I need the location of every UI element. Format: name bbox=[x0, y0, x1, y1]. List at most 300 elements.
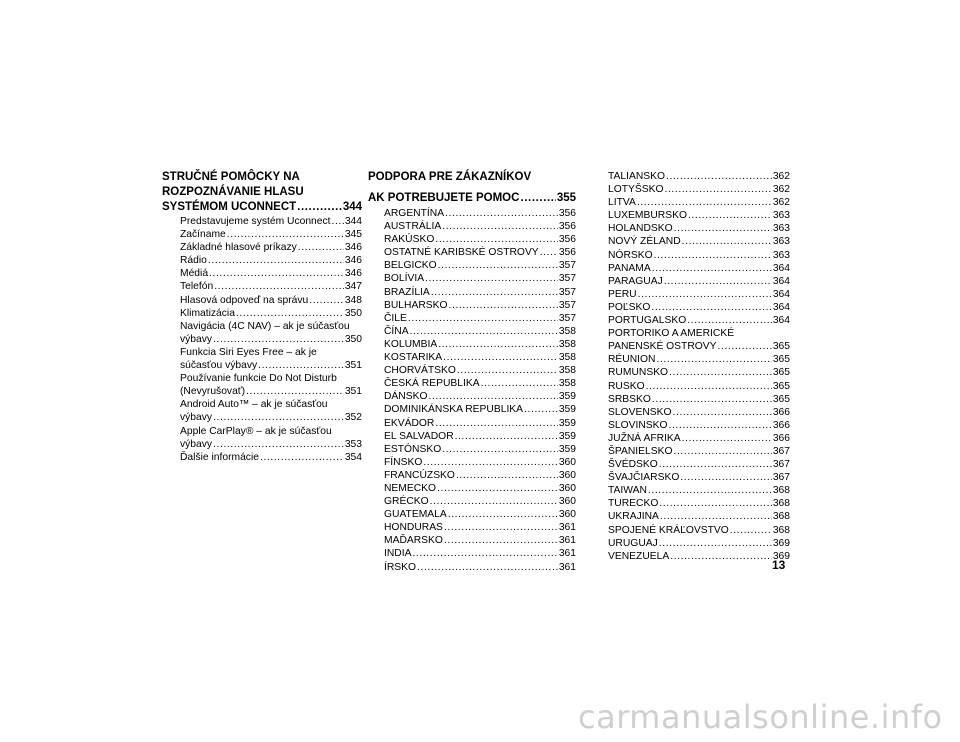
toc-entry[interactable] bbox=[162, 385, 362, 398]
toc-entry[interactable] bbox=[368, 207, 576, 220]
leader-dots bbox=[659, 497, 771, 510]
leader-dots bbox=[637, 196, 772, 209]
toc-entry-title: OSTATNÉ KARIBSKÉ OSTROVY bbox=[384, 247, 539, 259]
leader-dots bbox=[236, 307, 344, 320]
toc-entry-page: 356 bbox=[558, 221, 576, 233]
leader-dots bbox=[687, 314, 772, 327]
toc-entry[interactable] bbox=[608, 497, 790, 510]
leader-dots bbox=[540, 246, 558, 259]
toc-entry-title: PANAMA bbox=[608, 262, 651, 274]
toc-entry-title: ŠVAJČIARSKO bbox=[608, 472, 680, 484]
leader-dots bbox=[648, 484, 772, 497]
toc-entry-title: INDIA bbox=[384, 548, 412, 560]
toc-entry-page: 358 bbox=[558, 365, 576, 377]
toc-entry[interactable] bbox=[608, 209, 790, 222]
leader-dots bbox=[455, 430, 558, 443]
toc-entry-list bbox=[162, 215, 362, 464]
toc-entry[interactable] bbox=[368, 312, 576, 325]
toc-entry-title: Médiá bbox=[180, 268, 209, 280]
toc-entry-title: ŠVÉDSKO bbox=[608, 459, 658, 471]
toc-entry-title: CHORVÁTSKO bbox=[384, 365, 456, 377]
toc-entry-title: BELGICKO bbox=[384, 260, 437, 272]
page-number: 13 bbox=[772, 558, 786, 572]
leader-dots bbox=[246, 385, 344, 398]
toc-entry[interactable] bbox=[608, 340, 790, 353]
toc-entry-page: 350 bbox=[344, 333, 362, 345]
toc-entry[interactable] bbox=[608, 301, 790, 314]
toc-entry-page: 364 bbox=[772, 315, 790, 327]
toc-entry-title: LITVA bbox=[608, 197, 636, 209]
toc-entry-title: NOVÝ ZÉLAND bbox=[608, 236, 681, 248]
leader-dots bbox=[638, 288, 772, 301]
toc-entry-title: Základné hlasové príkazy bbox=[180, 242, 297, 254]
toc-entry[interactable] bbox=[162, 411, 362, 424]
toc-entry-title: POĽSKO bbox=[608, 301, 651, 313]
leader-dots bbox=[449, 299, 558, 312]
leader-dots bbox=[298, 241, 344, 254]
toc-entry-page: 360 bbox=[558, 482, 576, 494]
toc-entry-page: 360 bbox=[558, 469, 576, 481]
toc-entry-title: HONDURAS bbox=[384, 522, 443, 534]
toc-entry-page: 364 bbox=[772, 301, 790, 313]
toc-entry[interactable] bbox=[608, 471, 790, 484]
leader-dots bbox=[688, 209, 772, 222]
toc-entry[interactable] bbox=[162, 438, 362, 451]
toc-entry[interactable] bbox=[368, 364, 576, 377]
toc-entry[interactable] bbox=[368, 220, 576, 233]
toc-entry[interactable] bbox=[608, 419, 790, 432]
toc-entry-page: 351 bbox=[344, 360, 362, 372]
leader-dots bbox=[213, 333, 344, 346]
toc-entry-page: 357 bbox=[558, 260, 576, 272]
leader-dots bbox=[431, 286, 558, 299]
toc-entry[interactable] bbox=[162, 267, 362, 280]
toc-entry-title: výbavy bbox=[180, 412, 213, 424]
toc-entry[interactable] bbox=[368, 403, 576, 416]
leader-dots bbox=[442, 220, 558, 233]
leader-dots bbox=[651, 301, 771, 314]
leader-dots bbox=[430, 495, 558, 508]
toc-entry[interactable] bbox=[162, 359, 362, 372]
section-heading-line: ROZPOZNÁVANIE HLASU bbox=[162, 186, 304, 198]
toc-entry[interactable] bbox=[608, 524, 790, 537]
toc-entry-title: RAKÚSKO bbox=[384, 234, 435, 246]
toc-entry-title: (Nevyrušovať) bbox=[180, 386, 246, 398]
toc-entry-page: 368 bbox=[772, 511, 790, 523]
toc-entry-title: súčasťou výbavy bbox=[180, 360, 258, 372]
toc-entry-title: URUGUAJ bbox=[608, 537, 658, 549]
toc-entry[interactable] bbox=[608, 510, 790, 523]
leader-dots bbox=[443, 351, 558, 364]
toc-entry-page: 362 bbox=[772, 171, 790, 182]
leader-dots bbox=[669, 419, 772, 432]
toc-entry-page: 344 bbox=[344, 216, 362, 227]
toc-entry-page: 369 bbox=[772, 550, 790, 562]
toc-entry-page: 361 bbox=[558, 548, 576, 560]
toc-entry-page: 364 bbox=[772, 275, 790, 287]
toc-entry-page: 366 bbox=[772, 406, 790, 418]
leader-dots bbox=[666, 170, 772, 183]
toc-entry[interactable] bbox=[162, 451, 362, 464]
toc-entry-title: BRAZÍLIA bbox=[384, 286, 430, 298]
toc-entry-page: 363 bbox=[772, 210, 790, 222]
toc-entry-page: 364 bbox=[772, 288, 790, 300]
leader-dots bbox=[425, 272, 558, 285]
toc-entry-title: ČESKÁ REPUBLIKA bbox=[384, 378, 480, 390]
toc-entry-title: FRANCÚZSKO bbox=[384, 469, 455, 481]
toc-entry[interactable] bbox=[368, 430, 576, 443]
toc-entry-title: ÍRSKO bbox=[384, 561, 417, 573]
leader-dots bbox=[227, 228, 344, 241]
toc-entry[interactable] bbox=[162, 307, 362, 320]
toc-entry-page: 368 bbox=[772, 485, 790, 497]
toc-entry[interactable] bbox=[368, 325, 576, 338]
toc-entry[interactable] bbox=[368, 469, 576, 482]
toc-entry[interactable] bbox=[608, 550, 790, 563]
toc-entry[interactable] bbox=[162, 241, 362, 254]
toc-entry[interactable] bbox=[162, 228, 362, 241]
toc-entry-line: Apple CarPlay® – ak je súčasťou bbox=[180, 425, 332, 437]
toc-entry[interactable] bbox=[368, 561, 576, 574]
toc-entry[interactable] bbox=[608, 380, 790, 393]
leader-dots bbox=[524, 403, 558, 416]
leader-dots bbox=[670, 550, 772, 563]
toc-entry[interactable] bbox=[608, 366, 790, 379]
toc-entry-page: 360 bbox=[558, 456, 576, 468]
leader-dots bbox=[412, 547, 557, 560]
leader-dots bbox=[410, 325, 558, 338]
leader-dots bbox=[258, 359, 344, 372]
toc-entry-title: NÓRSKO bbox=[608, 249, 653, 261]
toc-entry-title: HOLANDSKO bbox=[608, 223, 673, 235]
toc-entry-title: LUXEMBURSKO bbox=[608, 210, 687, 222]
toc-entry[interactable] bbox=[608, 484, 790, 497]
toc-entry[interactable] bbox=[368, 495, 576, 508]
leader-dots bbox=[213, 411, 344, 424]
leader-dots bbox=[417, 561, 558, 574]
section-page-number: 355 bbox=[556, 192, 576, 204]
toc-entry-page: 346 bbox=[344, 242, 362, 254]
toc-entry[interactable] bbox=[608, 249, 790, 262]
toc-entry[interactable] bbox=[368, 521, 576, 534]
toc-entry-line: Funkcia Siri Eyes Free – ak je bbox=[180, 346, 317, 358]
toc-entry[interactable] bbox=[608, 170, 790, 183]
toc-entry-page: 359 bbox=[558, 430, 576, 442]
toc-entry[interactable] bbox=[608, 262, 790, 275]
toc-entry-page: 366 bbox=[772, 419, 790, 431]
toc-entry-title: Predstavujeme systém Uconnect bbox=[180, 216, 331, 227]
toc-entry[interactable] bbox=[608, 196, 790, 209]
toc-entry-title: AUSTRÁLIA bbox=[384, 221, 442, 233]
toc-entry-page: 361 bbox=[558, 522, 576, 534]
toc-entry-page: 368 bbox=[772, 524, 790, 536]
toc-entry[interactable] bbox=[368, 390, 576, 403]
toc-entry[interactable] bbox=[162, 333, 362, 346]
toc-entry[interactable] bbox=[368, 508, 576, 521]
toc-entry-title: SLOVENSKO bbox=[608, 406, 672, 418]
toc-entry-page: 354 bbox=[344, 451, 362, 463]
toc-entry[interactable] bbox=[608, 406, 790, 419]
toc-entry[interactable] bbox=[608, 183, 790, 196]
leader-dots bbox=[652, 262, 772, 275]
toc-entry-page: 358 bbox=[558, 352, 576, 364]
toc-entry-title: PORTUGALSKO bbox=[608, 315, 687, 327]
toc-column-support bbox=[368, 170, 576, 574]
toc-entry-page: 358 bbox=[558, 338, 576, 350]
toc-entry-line: Android Auto™ – ak je súčasťou bbox=[180, 399, 328, 411]
toc-entry-title: PERU bbox=[608, 288, 637, 300]
section-page-number: 344 bbox=[342, 201, 362, 213]
toc-entry-title: VENEZUELA bbox=[608, 550, 670, 562]
toc-entry-page: 360 bbox=[558, 509, 576, 521]
toc-entry-page: 365 bbox=[772, 367, 790, 379]
toc-column-voice bbox=[162, 170, 362, 464]
toc-entry-title: TURECKO bbox=[608, 498, 659, 510]
leader-dots bbox=[674, 222, 772, 235]
toc-entry-page: 357 bbox=[558, 273, 576, 285]
leader-dots bbox=[213, 438, 344, 451]
leader-dots bbox=[646, 380, 772, 393]
toc-entry[interactable] bbox=[368, 443, 576, 456]
leader-dots bbox=[444, 521, 558, 534]
leader-dots bbox=[448, 508, 558, 521]
toc-entry[interactable] bbox=[368, 547, 576, 560]
site-watermark: carmanualsonline.info bbox=[578, 698, 943, 736]
toc-entry-line: Používanie funkcie Do Not Disturb bbox=[180, 373, 337, 385]
toc-entry[interactable] bbox=[608, 445, 790, 458]
section-heading-text: AK POTREBUJETE POMOC bbox=[368, 192, 520, 204]
leader-dots bbox=[209, 267, 344, 280]
toc-entry[interactable] bbox=[368, 299, 576, 312]
leader-dots bbox=[660, 510, 772, 523]
toc-entry-page: 360 bbox=[558, 496, 576, 508]
toc-entry-page: 363 bbox=[772, 236, 790, 248]
toc-entry-title: UKRAJINA bbox=[608, 511, 659, 523]
toc-entry-title: MAĎARSKO bbox=[384, 535, 443, 547]
toc-entry-title: TALIANSKO bbox=[608, 171, 666, 182]
leader-dots bbox=[656, 353, 771, 366]
toc-entry-page: 365 bbox=[772, 380, 790, 392]
toc-entry-title: LOTYŠSKO bbox=[608, 184, 664, 196]
toc-entry-title: BOLÍVIA bbox=[384, 273, 425, 285]
toc-entry[interactable] bbox=[608, 537, 790, 550]
toc-entry-title: SRBSKO bbox=[608, 393, 651, 405]
toc-entry[interactable] bbox=[608, 458, 790, 471]
toc-entry-title: DOMINIKÁNSKA REPUBLIKA bbox=[384, 404, 524, 416]
leader-dots bbox=[214, 280, 344, 293]
leader-dots bbox=[297, 200, 342, 215]
leader-dots bbox=[665, 183, 772, 196]
toc-entry[interactable] bbox=[368, 338, 576, 351]
toc-entry-title: Rádio bbox=[180, 255, 207, 267]
toc-entry-title: Ďalšie informácie bbox=[180, 451, 259, 463]
leader-dots bbox=[435, 233, 557, 246]
toc-entry-title: NEMECKO bbox=[384, 482, 437, 494]
toc-entry[interactable] bbox=[368, 456, 576, 469]
toc-entry-page: 356 bbox=[558, 234, 576, 246]
toc-entry[interactable] bbox=[608, 235, 790, 248]
toc-entry-page: 359 bbox=[558, 443, 576, 455]
toc-entry-page: 358 bbox=[558, 378, 576, 390]
toc-entry[interactable] bbox=[608, 222, 790, 235]
leader-dots bbox=[659, 458, 772, 471]
section-heading-entry[interactable] bbox=[162, 200, 362, 215]
leader-dots bbox=[682, 235, 772, 248]
leader-dots bbox=[673, 406, 772, 419]
leader-dots bbox=[438, 338, 558, 351]
toc-entry-title: výbavy bbox=[180, 333, 213, 345]
toc-entry-page: 359 bbox=[558, 404, 576, 416]
leader-dots bbox=[442, 443, 558, 456]
toc-entry[interactable] bbox=[608, 275, 790, 288]
toc-entry-page: 363 bbox=[772, 249, 790, 261]
toc-entry-title: TAIWAN bbox=[608, 485, 647, 497]
leader-dots bbox=[682, 432, 772, 445]
toc-entry-page: 356 bbox=[558, 208, 576, 219]
toc-entry-page: 357 bbox=[558, 299, 576, 311]
leader-dots bbox=[423, 456, 557, 469]
toc-entry-page: 366 bbox=[772, 432, 790, 444]
toc-entry-title: FÍNSKO bbox=[384, 456, 423, 468]
toc-entry-page: 365 bbox=[772, 354, 790, 366]
toc-entry-title: Klimatizácia bbox=[180, 307, 235, 319]
toc-entry-title: EL SALVADOR bbox=[384, 430, 454, 442]
toc-entry[interactable] bbox=[368, 351, 576, 364]
toc-entry-title: KOSTARIKA bbox=[384, 352, 443, 364]
toc-entry-page: 365 bbox=[772, 393, 790, 405]
toc-entry-title: ČILE bbox=[384, 312, 407, 324]
toc-entry-page: 356 bbox=[558, 247, 576, 259]
toc-entry-title: Hlasová odpoveď na správu bbox=[180, 294, 309, 306]
toc-entry-page: 346 bbox=[344, 268, 362, 280]
toc-entry-page: 347 bbox=[344, 281, 362, 293]
toc-entry-page: 361 bbox=[558, 561, 576, 573]
toc-entry-title: ŠPANIELSKO bbox=[608, 445, 673, 457]
toc-entry-page: 362 bbox=[772, 197, 790, 209]
leader-dots bbox=[659, 537, 772, 550]
toc-entry-title: EKVÁDOR bbox=[384, 417, 435, 429]
toc-entry-title: DÁNSKO bbox=[384, 391, 428, 403]
toc-entry-title: výbavy bbox=[180, 438, 213, 450]
leader-dots bbox=[520, 191, 555, 206]
leader-dots bbox=[654, 249, 772, 262]
toc-entry[interactable] bbox=[368, 272, 576, 285]
toc-entry-title: KOLUMBIA bbox=[384, 338, 438, 350]
toc-entry-title: SPOJENÉ KRÁĽOVSTVO bbox=[608, 524, 729, 536]
toc-entry-page: 367 bbox=[772, 445, 790, 457]
toc-entry-page: 364 bbox=[772, 262, 790, 274]
leader-dots bbox=[309, 294, 344, 307]
leader-dots bbox=[718, 340, 772, 353]
leader-dots bbox=[481, 377, 558, 390]
toc-entry-list bbox=[368, 207, 576, 574]
toc-column-countries bbox=[608, 170, 790, 563]
toc-entry[interactable] bbox=[368, 534, 576, 547]
toc-entry-title: RUSKO bbox=[608, 380, 645, 392]
leader-dots bbox=[437, 482, 558, 495]
toc-entry-title: ČÍNA bbox=[384, 325, 409, 337]
toc-entry-title: JUŽNÁ AFRIKA bbox=[608, 432, 681, 444]
toc-entry-page: 353 bbox=[344, 438, 362, 450]
toc-entry-title: BULHARSKO bbox=[384, 299, 448, 311]
toc-entry-page: 359 bbox=[558, 417, 576, 429]
toc-entry-title: SLOVINSKO bbox=[608, 419, 668, 431]
toc-entry[interactable] bbox=[368, 377, 576, 390]
leader-dots bbox=[456, 469, 558, 482]
toc-entry[interactable] bbox=[608, 288, 790, 301]
toc-entry-page: 350 bbox=[344, 307, 362, 319]
toc-entry[interactable] bbox=[608, 393, 790, 406]
toc-entry[interactable] bbox=[162, 294, 362, 307]
toc-entry[interactable] bbox=[162, 215, 362, 228]
toc-entry[interactable] bbox=[162, 254, 362, 267]
chapter-title: PODPORA PRE ZÁKAZNÍKOV bbox=[368, 171, 532, 183]
toc-entry-page: 367 bbox=[772, 472, 790, 484]
toc-entry[interactable] bbox=[608, 353, 790, 366]
toc-entry-page: 352 bbox=[344, 412, 362, 424]
toc-entry[interactable] bbox=[368, 286, 576, 299]
toc-entry[interactable] bbox=[368, 233, 576, 246]
toc-entry-page: 369 bbox=[772, 537, 790, 549]
toc-entry-list bbox=[608, 170, 790, 563]
leader-dots bbox=[260, 451, 344, 464]
leader-dots bbox=[444, 534, 558, 547]
toc-entry[interactable] bbox=[368, 482, 576, 495]
toc-entry-page: 351 bbox=[344, 386, 362, 398]
leader-dots bbox=[438, 259, 558, 272]
toc-entry-page: 367 bbox=[772, 459, 790, 471]
toc-entry-title: GRÉCKO bbox=[384, 496, 429, 508]
toc-entry-title: PANENSKÉ OSTROVY bbox=[608, 341, 717, 353]
leader-dots bbox=[457, 364, 558, 377]
toc-entry-line: Navigácia (4C NAV) – ak je súčasťou bbox=[180, 320, 350, 332]
leader-dots bbox=[408, 312, 558, 325]
toc-entry-title: Telefón bbox=[180, 281, 214, 293]
toc-entry-title: ARGENTÍNA bbox=[384, 208, 445, 219]
toc-entry-title: ESTÓNSKO bbox=[384, 443, 442, 455]
toc-entry-page: 357 bbox=[558, 286, 576, 298]
section-heading-line: STRUČNÉ POMÔCKY NA bbox=[162, 171, 300, 183]
leader-dots bbox=[680, 471, 771, 484]
leader-dots bbox=[730, 524, 772, 537]
toc-entry-title: GUATEMALA bbox=[384, 509, 447, 521]
toc-entry[interactable] bbox=[162, 280, 362, 293]
toc-entry-page: 348 bbox=[344, 294, 362, 306]
toc-entry[interactable] bbox=[608, 432, 790, 445]
toc-entry[interactable] bbox=[368, 417, 576, 430]
toc-entry-title: RÉUNION bbox=[608, 354, 656, 366]
leader-dots bbox=[445, 207, 558, 220]
toc-entry-page: 368 bbox=[772, 498, 790, 510]
leader-dots bbox=[652, 393, 772, 406]
toc-entry-title: Začíname bbox=[180, 229, 226, 241]
leader-dots bbox=[208, 254, 344, 267]
leader-dots bbox=[332, 215, 344, 228]
section-heading-entry[interactable] bbox=[368, 191, 576, 206]
leader-dots bbox=[435, 417, 557, 430]
toc-entry-page: 358 bbox=[558, 325, 576, 337]
toc-entry-page: 362 bbox=[772, 184, 790, 196]
leader-dots bbox=[429, 390, 558, 403]
toc-entry-page: 365 bbox=[772, 341, 790, 353]
leader-dots bbox=[664, 275, 772, 288]
toc-entry-title: RUMUNSKO bbox=[608, 367, 669, 379]
toc-entry-page: 363 bbox=[772, 223, 790, 235]
toc-entry[interactable] bbox=[368, 246, 576, 259]
toc-entry[interactable] bbox=[608, 314, 790, 327]
toc-entry-page: 359 bbox=[558, 391, 576, 403]
toc-entry[interactable] bbox=[368, 259, 576, 272]
